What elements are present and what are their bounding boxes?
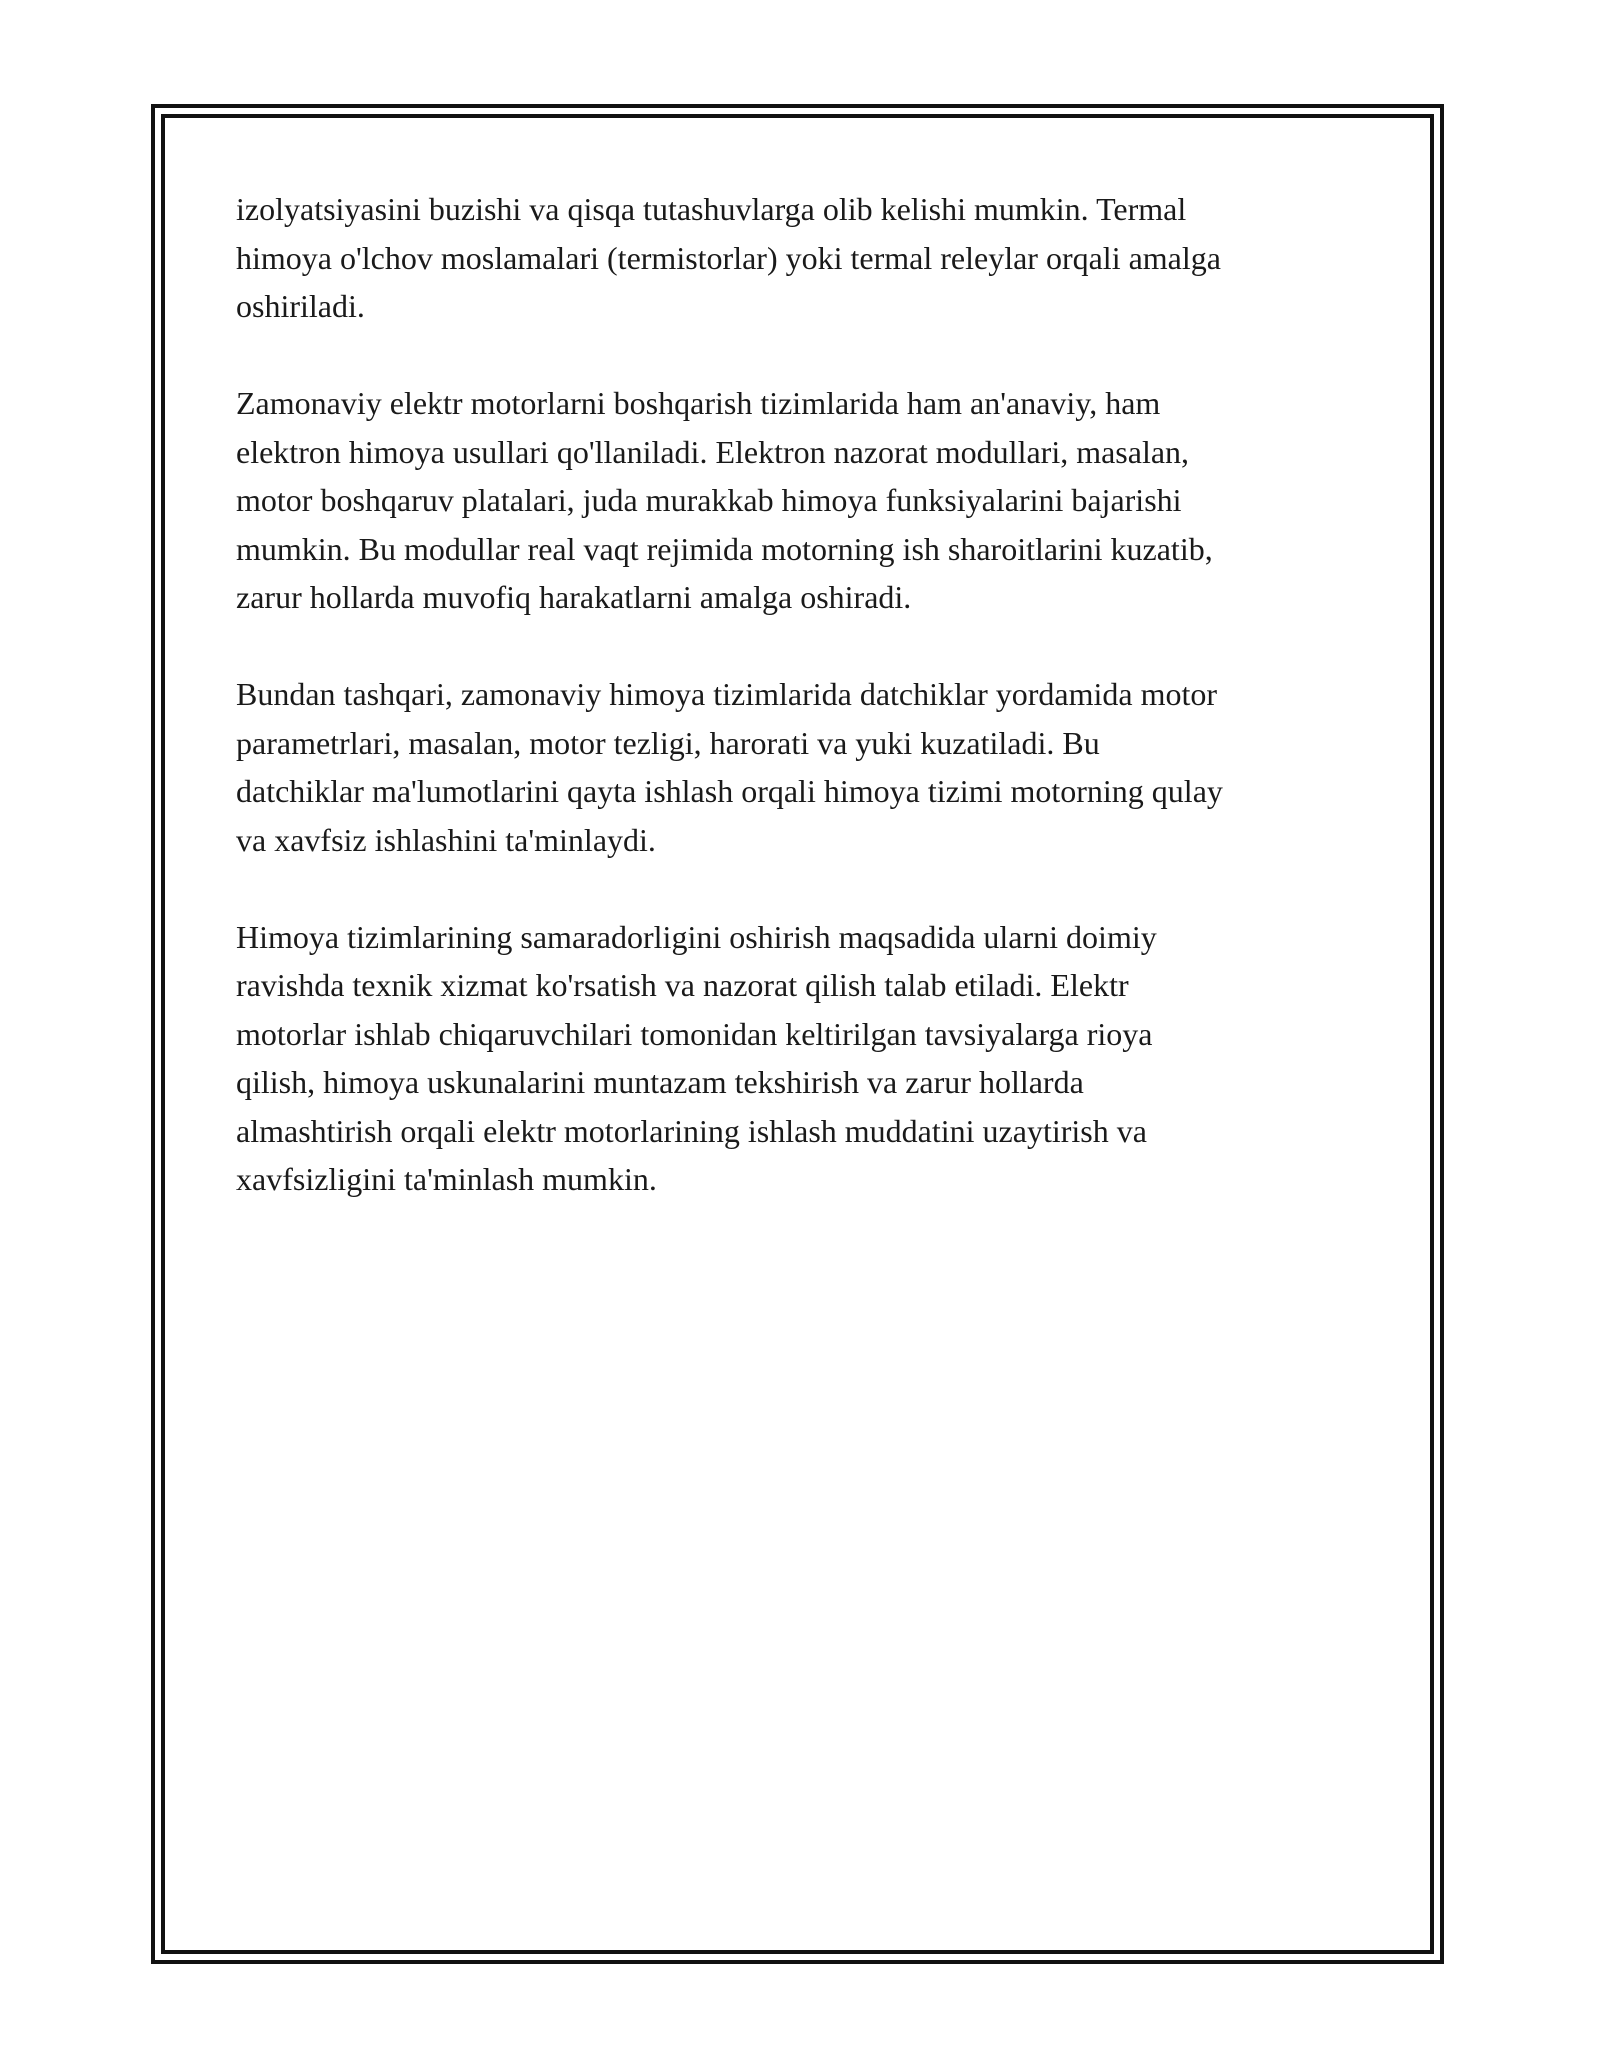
- text-line: qilish, himoya uskunalarini muntazam tekshirish va zarur hollarda: [236, 1064, 1084, 1100]
- text-line: elektron himoya usullari qo'llaniladi. Elektron nazorat modullari, masalan,: [236, 433, 1190, 470]
- text-line: va xavfsiz ishlashini ta'minlaydi.: [236, 821, 656, 858]
- text-line: oshiriladi.: [236, 288, 365, 324]
- text-line: almashtirish orqali elektr motorlarining ishlash muddatini uzaytirish va: [236, 1112, 1147, 1149]
- paragraph-2: [236, 379, 1376, 622]
- text-line: motorlar ishlab chiqaruvchilari tomonidan keltirilgan tavsiyalarga rioya: [236, 1015, 1153, 1052]
- text-line: zarur hollarda muvofiq harakatlarni amalga oshiradi.: [236, 579, 912, 615]
- paragraph-4: [236, 913, 1376, 1204]
- text-line: Himoya tizimlarining samaradorligini oshirish maqsadida ularni doimiy: [236, 918, 1157, 955]
- text-line: xavfsizligini ta'minlash mumkin.: [236, 1161, 657, 1197]
- text-line: motor boshqaruv platalari, juda murakkab himoya funksiyalarini bajarishi: [236, 482, 1182, 518]
- paragraph-3: [236, 670, 1376, 864]
- text-line: izolyatsiyasini buzishi va qisqa tutashuvlarga olib kelishi mumkin. Termal: [236, 191, 1187, 227]
- text-line: ravishda texnik xizmat ko'rsatish va nazorat qilish talab etiladi. Elektr: [236, 967, 1129, 1003]
- document-body: [236, 185, 1376, 1252]
- text-line: Zamonaviy elektr motorlarni boshqarish tizimlarida ham an'anaviy, ham: [236, 385, 1161, 421]
- text-line: mumkin. Bu modullar real vaqt rejimida motorning ish sharoitlarini kuzatib,: [236, 530, 1213, 567]
- paragraph-1: [236, 185, 1376, 331]
- text-line: himoya o'lchov moslamalari (termistorlar) yoki termal releylar orqali amalga: [236, 239, 1221, 276]
- text-line: datchiklar ma'lumotlarini qayta ishlash orqali himoya tizimi motorning qulay: [236, 773, 1223, 809]
- text-line: Bundan tashqari, zamonaviy himoya tizimlarida datchiklar yordamida motor: [236, 676, 1218, 712]
- text-line: parametrlari, masalan, motor tezligi, harorati va yuki kuzatiladi. Bu: [236, 724, 1100, 761]
